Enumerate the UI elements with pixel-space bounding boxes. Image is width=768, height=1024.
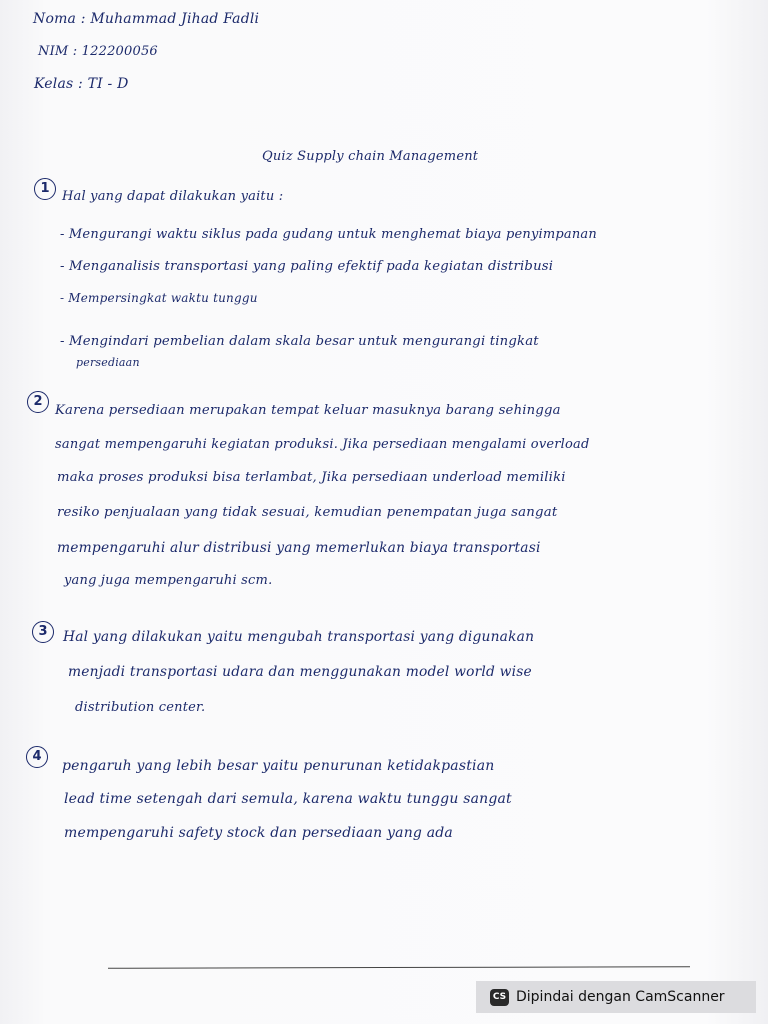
name-line: Noma : Muhammad Jihad Fadli	[33, 11, 260, 27]
q4-line-3: mempengaruhi safety stock dan persediaan yang ada	[64, 825, 453, 841]
camscanner-watermark	[476, 981, 756, 1013]
q2-line-3: maka proses produksi bisa terlambat, Jika persediaan underload memiliki	[57, 470, 566, 485]
q3-line-2: menjadi transportasi udara dan menggunakan model world wise	[68, 664, 532, 680]
nim-line: NIM : 122200056	[38, 44, 158, 59]
number-circle-1: 1	[34, 178, 56, 200]
q2-line-1: Karena persediaan merupakan tempat keluar masuknya barang sehingga	[55, 403, 561, 418]
q4-line-1: pengaruh yang lebih besar yaitu penurunan ketidakpastian	[62, 758, 495, 774]
camscanner-label: Dipindai dengan CamScanner	[516, 989, 725, 1005]
q4-line-2: lead time setengah dari semula, karena waktu tunggu sangat	[64, 791, 512, 807]
q1-bullet-4: - Mengindari pembelian dalam skala besar untuk mengurangi tingkat	[60, 334, 539, 349]
bottom-rule	[108, 966, 690, 969]
number-circle-3: 3	[32, 621, 54, 643]
q1-intro: Hal yang dapat dilakukan yaitu :	[62, 189, 284, 204]
camscanner-logo-icon: CS	[490, 989, 509, 1006]
number-circle-4: 4	[26, 746, 48, 768]
q1-bullet-4-cont: persediaan	[76, 356, 140, 369]
q3-line-3: distribution center.	[75, 700, 206, 715]
q2-line-5: mempengaruhi alur distribusi yang memerlukan biaya transportasi	[57, 540, 541, 556]
q2-line-6: yang juga mempengaruhi scm.	[64, 573, 273, 588]
quiz-title: Quiz Supply chain Management	[262, 149, 479, 164]
q3-line-1: Hal yang dilakukan yaitu mengubah transportasi yang digunakan	[63, 629, 535, 645]
q1-bullet-3: - Mempersingkat waktu tunggu	[60, 291, 258, 305]
q1-bullet-1: - Mengurangi waktu siklus pada gudang untuk menghemat biaya penyimpanan	[60, 227, 597, 242]
q1-bullet-2: - Menganalisis transportasi yang paling efektif pada kegiatan distribusi	[60, 259, 554, 274]
class-line: Kelas : TI - D	[34, 76, 129, 92]
q2-line-4: resiko penjualaan yang tidak sesuai, kemudian penempatan juga sangat	[57, 505, 558, 520]
q2-line-2: sangat mempengaruhi kegiatan produksi. Jika persediaan mengalami overload	[55, 437, 590, 452]
number-circle-2: 2	[27, 391, 49, 413]
